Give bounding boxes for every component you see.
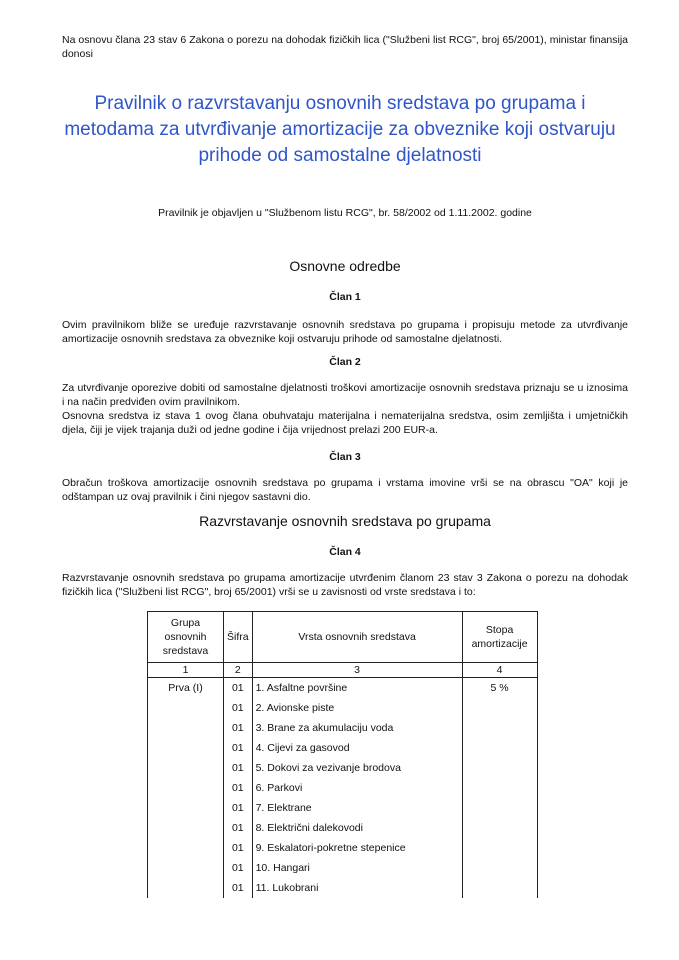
table-row	[148, 798, 538, 818]
row-code: 01	[224, 738, 253, 758]
table-row	[148, 818, 538, 838]
section-heading-classification: Razvrstavanje osnovnih sredstava po grupama	[199, 513, 491, 529]
row-code: 01	[224, 858, 253, 878]
column-number: 3	[252, 663, 462, 678]
header-asset-type: Vrsta osnovnih sredstava	[252, 612, 462, 663]
row-rate	[462, 698, 537, 718]
row-rate	[462, 758, 537, 778]
table-row	[148, 778, 538, 798]
article-4-heading: Član 4	[329, 546, 361, 558]
row-code: 01	[224, 698, 253, 718]
intro-paragraph: Na osnovu člana 23 stav 6 Zakona o porezu na dohodak fizičkih lica ("Službeni list RCG", broj 65/2001), ministar finansija donosi	[62, 34, 628, 60]
article-2-heading: Član 2	[329, 356, 361, 368]
table-row	[148, 758, 538, 778]
row-asset-name: 10. Hangari	[252, 858, 462, 878]
article-1-heading: Član 1	[329, 291, 361, 303]
table-row	[148, 678, 538, 699]
header-rate: Stopa amortizacije	[462, 612, 537, 663]
row-rate	[462, 718, 537, 738]
row-asset-name: 8. Električni dalekovodi	[252, 818, 462, 838]
row-code: 01	[224, 718, 253, 738]
row-group	[148, 858, 224, 878]
article-3-heading: Član 3	[329, 451, 361, 463]
row-rate	[462, 798, 537, 818]
row-group: Prva (I)	[148, 678, 224, 699]
row-code: 01	[224, 798, 253, 818]
row-code: 01	[224, 778, 253, 798]
column-number: 2	[224, 663, 253, 678]
row-rate	[462, 778, 537, 798]
row-group	[148, 878, 224, 898]
column-number: 4	[462, 663, 537, 678]
row-group	[148, 758, 224, 778]
row-asset-name: 9. Eskalatori-pokretne stepenice	[252, 838, 462, 858]
row-group	[148, 798, 224, 818]
article-2-text-2: Osnovna sredstva iz stava 1 ovog člana obuhvataju materijalna i nematerijalna sredstva, osim zemljišta i umjetničkih djela, čiji je vijek trajanja duži od jedne godine i čija vrijednost prelazi 200 EUR-a.	[62, 410, 628, 436]
row-group	[148, 698, 224, 718]
row-asset-name: 1. Asfaltne površine	[252, 678, 462, 699]
row-asset-name: 3. Brane za akumulaciju voda	[252, 718, 462, 738]
row-asset-name: 5. Dokovi za vezivanje brodova	[252, 758, 462, 778]
column-number: 1	[148, 663, 224, 678]
article-1-text: Ovim pravilnikom bliže se uređuje razvrstavanje osnovnih sredstava po grupama i propisuju metode za utvrđivanje amortizacije osnovnih sredstava za obveznike koji ostvaruju prihode od samostalne djelatnosti.	[62, 319, 628, 345]
row-group	[148, 778, 224, 798]
row-group	[148, 818, 224, 838]
table-header-row	[148, 612, 538, 663]
table-row	[148, 838, 538, 858]
row-code: 01	[224, 678, 253, 699]
row-code: 01	[224, 878, 253, 898]
section-heading-basic: Osnovne odredbe	[289, 258, 401, 274]
table-row	[148, 698, 538, 718]
row-group	[148, 718, 224, 738]
row-code: 01	[224, 838, 253, 858]
publication-note: Pravilnik je objavljen u "Službenom listu RCG", br. 58/2002 od 1.11.2002. godine	[158, 207, 532, 219]
article-3-text: Obračun troškova amortizacije osnovnih sredstava po grupama i vrstama imovine vrši se na obrascu "OA" koji je odštampan uz ovaj pravilnik i čini njegov sastavni dio.	[62, 477, 628, 503]
table-row	[148, 878, 538, 898]
asset-groups-table	[147, 611, 538, 898]
table-column-numbers	[148, 663, 538, 678]
header-group: Grupa osnovnih sredstava	[148, 612, 224, 663]
row-asset-name: 7. Elektrane	[252, 798, 462, 818]
row-rate	[462, 858, 537, 878]
article-2-text-1: Za utvrđivanje oporezive dobiti od samostalne djelatnosti troškovi amortizacije osnovnih sredstava priznaju se u iznosima i na način predviđen ovim pravilnikom.	[62, 382, 628, 408]
row-code: 01	[224, 758, 253, 778]
document-title: Pravilnik o razvrstavanju osnovnih sredstava po grupama i metodama za utvrđivanje amortizacije za obveznike koji ostvaruju prihode od samostalne djelatnosti	[64, 93, 616, 166]
row-code: 01	[224, 818, 253, 838]
row-rate: 5 %	[462, 678, 537, 699]
row-rate	[462, 738, 537, 758]
table-row	[148, 718, 538, 738]
row-rate	[462, 878, 537, 898]
table-row	[148, 738, 538, 758]
row-rate	[462, 818, 537, 838]
row-asset-name: 6. Parkovi	[252, 778, 462, 798]
row-asset-name: 4. Cijevi za gasovod	[252, 738, 462, 758]
row-group	[148, 738, 224, 758]
row-rate	[462, 838, 537, 858]
header-code: Šifra	[224, 612, 253, 663]
table-row	[148, 858, 538, 878]
row-asset-name: 2. Avionske piste	[252, 698, 462, 718]
row-group	[148, 838, 224, 858]
article-4-text: Razvrstavanje osnovnih sredstava po grupama amortizacije utvrđenim članom 23 stav 3 Zakona o porezu na dohodak fizičkih lica ("Službeni list RCG", broj 65/2001) vrši se u zavisnosti od vrste sredstava i to:	[62, 572, 628, 598]
row-asset-name: 11. Lukobrani	[252, 878, 462, 898]
